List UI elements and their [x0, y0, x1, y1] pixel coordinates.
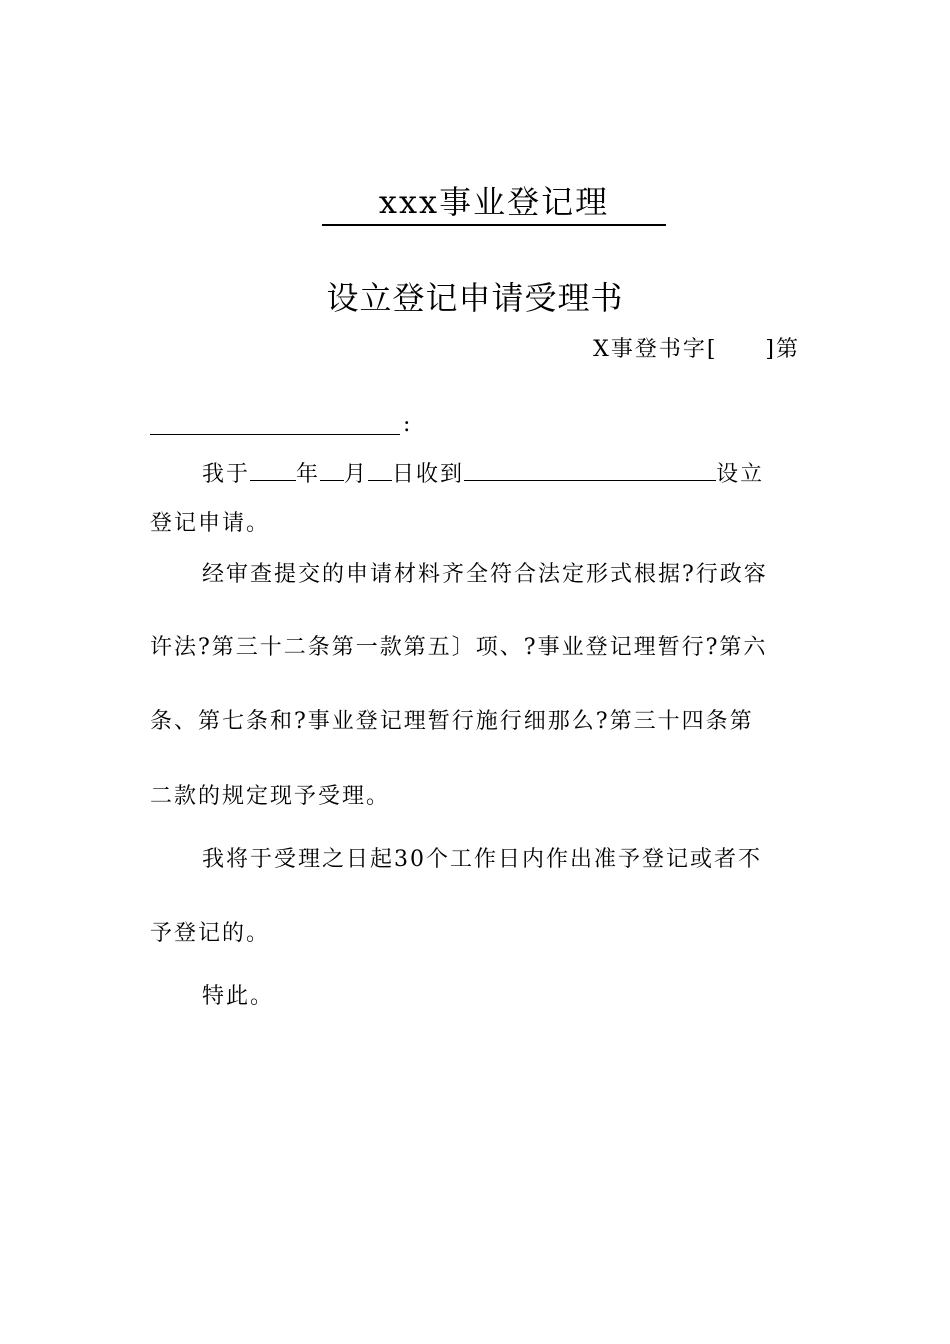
receipt-prefix: 我于: [202, 462, 251, 487]
day-blank: [368, 458, 392, 481]
receipt-line-2: 登记申请。: [150, 511, 271, 536]
addressee-colon: :: [403, 412, 411, 437]
review-line-3: 条、第七条和?事业登记理暂行施行细那么?第三十四条第: [150, 709, 754, 734]
addressee-blank: [150, 434, 400, 435]
decision-line-1: 我将于受理之日起30个工作日内作出准予登记或者不: [202, 847, 762, 872]
review-line-2: 许法?第三十二条第一款第五〕项、?事业登记理暂行?第六: [150, 635, 768, 660]
document-title: 设立登记申请受理书: [326, 279, 624, 317]
day-label: 日收到: [392, 462, 465, 487]
closing-text: 特此。: [202, 984, 275, 1009]
decision-line-2: 予登记的。: [150, 921, 271, 946]
applicant-blank: [464, 458, 716, 481]
organization-title: xxx事业登记理: [322, 180, 666, 226]
month-blank: [320, 458, 344, 481]
receipt-suffix: 设立: [716, 462, 765, 487]
month-label: 月: [344, 462, 369, 487]
receipt-line-1: [202, 458, 764, 490]
document-number: X事登书字[ ]第: [593, 337, 800, 362]
year-label: 年: [296, 462, 321, 487]
review-line-4: 二款的规定现予受理。: [150, 784, 391, 809]
year-blank: [250, 458, 296, 481]
review-line-1: 经审查提交的申请材料齐全符合法定形式根据?行政容: [202, 562, 768, 587]
